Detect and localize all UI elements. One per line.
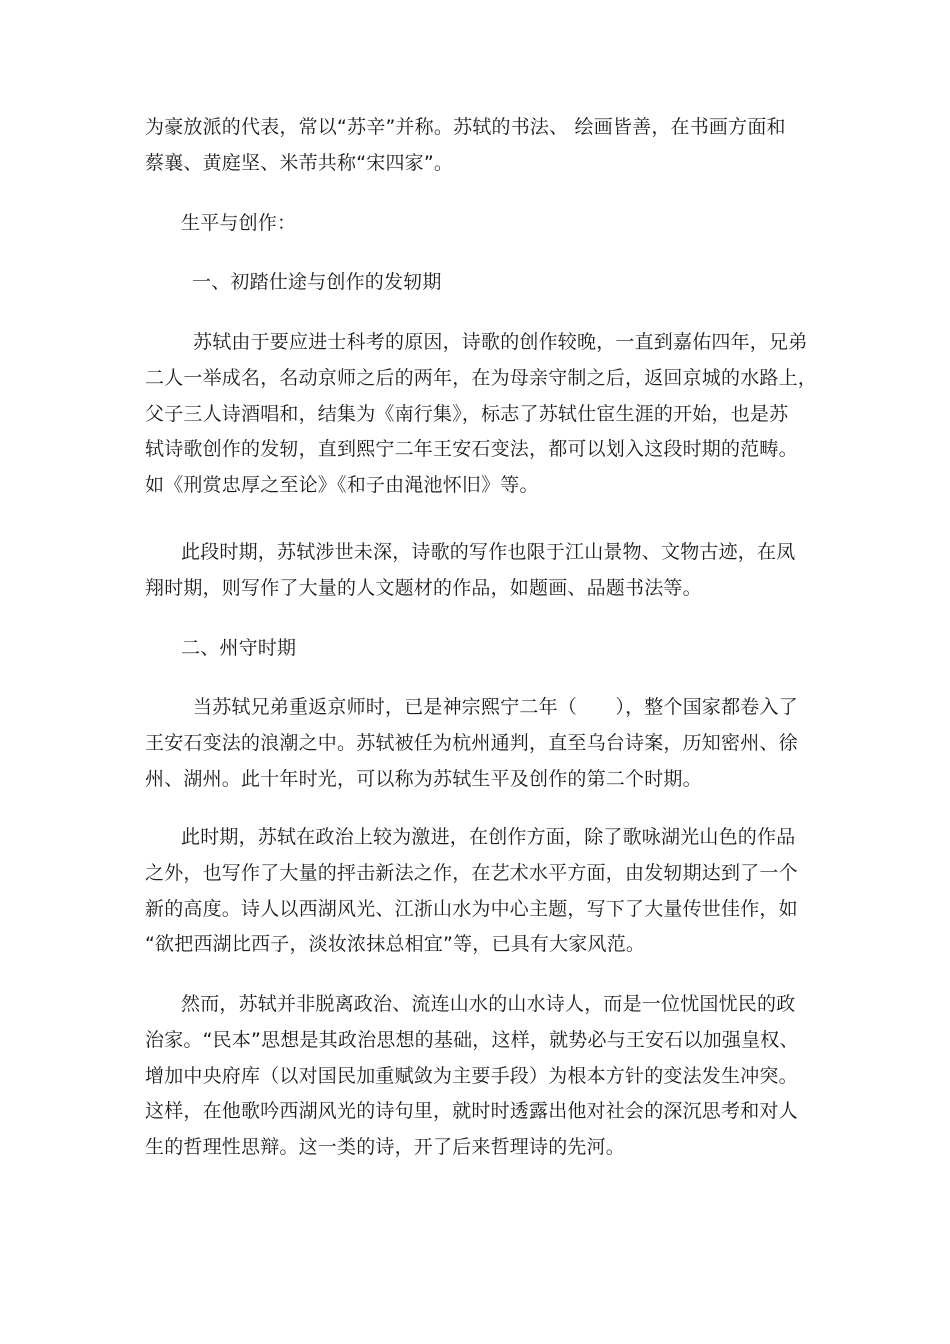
text-line: 此时期，苏轼在政治上较为激进，在创作方面，除了歌咏湖光山色的作品	[181, 826, 796, 848]
section-label: 生平与创作：	[181, 212, 297, 234]
text-line: 苏轼由于要应进士科考的原因，诗歌的创作较晚，一直到嘉佑四年，兄弟	[193, 331, 808, 353]
text-line: 生的哲理性思辩。这一类的诗，开了后来哲理诗的先河。	[145, 1136, 626, 1159]
paragraph-1	[145, 325, 817, 504]
text-line: 此段时期，苏轼涉世未深，诗歌的写作也限于江山景物、文物古迹，在凤	[181, 541, 796, 563]
text-line: 治家。“民本”思想是其政治思想的基础，这样，就势必与王安石以加强皇权、	[145, 1028, 799, 1051]
text-line: 当苏轼兄弟重返京师时，已是神宗熙宁二年（ ），整个国家都卷入了	[193, 696, 798, 718]
text-line: 这样，在他歌吟西湖风光的诗句里，就时时透露出他对社会的深沉思考和对人	[145, 1100, 798, 1123]
text-line: 轼诗歌创作的发轫，直到熙宁二年王安石变法，都可以划入这段时期的范畴。	[145, 438, 798, 461]
paragraph-4	[145, 820, 817, 963]
text-line: 然而，苏轼并非脱离政治、流连山水的山水诗人，而是一位忧国忧民的政	[181, 993, 796, 1015]
paragraph-3	[145, 690, 817, 797]
text-line: 父子三人诗酒唱和，结集为《南行集》，标志了苏轼仕宦生涯的开始，也是苏	[145, 402, 789, 425]
paragraph-5	[145, 987, 817, 1166]
text-line: 王安石变法的浪潮之中。苏轼被任为杭州通判，直至乌台诗案，历知密州、徐	[145, 731, 798, 754]
text-line: 增加中央府库（以对国民加重赋敛为主要手段）为根本方针的变法发生冲突。	[145, 1064, 798, 1087]
heading-two: 二、州守时期	[181, 637, 297, 659]
text-line: 如《刑赏忠厚之至论》《和子由渑池怀旧》等。	[145, 474, 539, 497]
text-line: 之外，也写作了大量的抨击新法之作，在艺术水平方面，由发轫期达到了一个	[145, 861, 798, 884]
intro-paragraph	[145, 110, 817, 182]
text-line: “欲把西湖比西子，淡妆浓抹总相宜”等，已具有大家风范。	[145, 933, 646, 956]
text-line: 州、湖州。此十年时光，可以称为苏轼生平及创作的第二个时期。	[145, 767, 702, 790]
text-line: 为豪放派的代表，常以“苏辛”并称。苏轼的书法、 绘画皆善，在书画方面和	[145, 116, 786, 138]
text-line: 二人一举成名，名动京师之后的两年，在为母亲守制之后，返回京城的水路上，	[145, 366, 818, 389]
paragraph-2	[145, 535, 817, 607]
text-line: 翔时期，则写作了大量的人文题材的作品，如题画、品题书法等。	[145, 576, 702, 599]
heading-one: 一、初踏仕途与创作的发轫期	[192, 271, 442, 293]
text-line: 蔡襄、黄庭坚、米芾共称“宋四家”。	[145, 151, 454, 174]
text-line: 新的高度。诗人以西湖风光、江浙山水为中心主题，写下了大量传世佳作，如	[145, 897, 798, 920]
